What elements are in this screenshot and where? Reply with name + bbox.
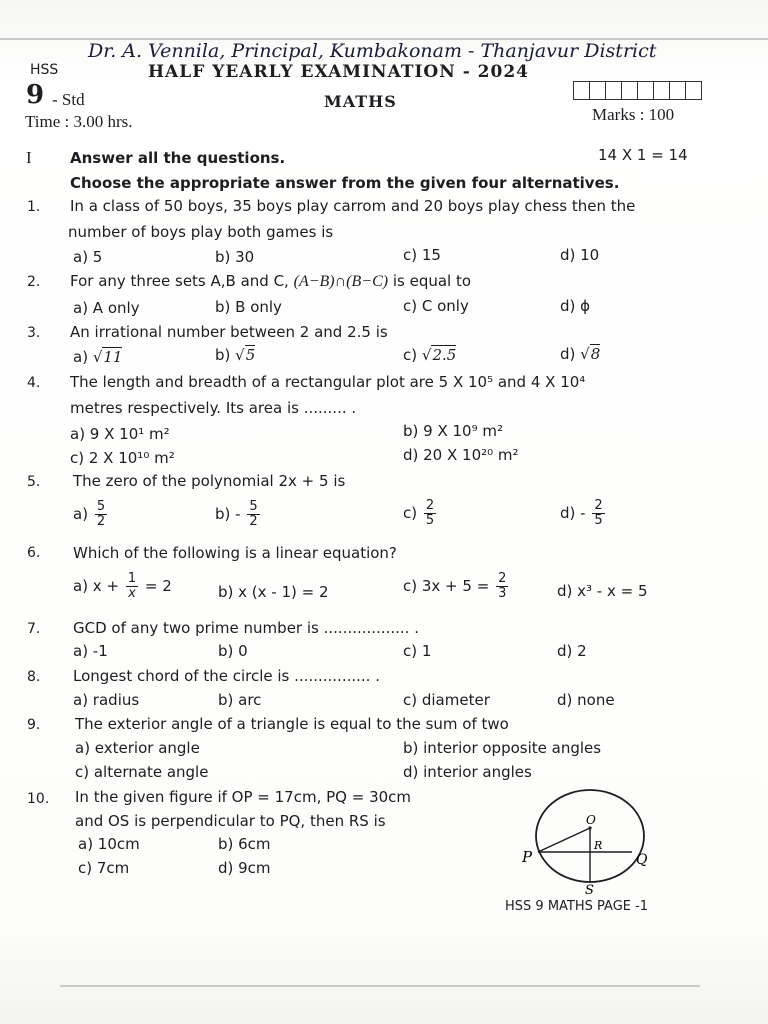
q5-option-a xyxy=(73,500,109,529)
q5-option-c xyxy=(403,499,438,528)
q7-number: 7. xyxy=(27,621,41,637)
q6-option-a-pre: a) x + xyxy=(73,577,120,595)
figure-label-r: R xyxy=(594,839,603,852)
q7-option-b: b) 0 xyxy=(218,642,248,660)
subject: MATHS xyxy=(324,92,397,111)
time: Time : 3.00 hrs. xyxy=(25,112,133,131)
instruction-choose: Choose the appropriate answer from the given four alternatives. xyxy=(70,174,620,192)
q2-text-pre: For any three sets A,B and C, xyxy=(70,272,289,290)
q2-option-a: a) A only xyxy=(73,299,140,317)
q9-option-d: d) interior angles xyxy=(403,763,532,781)
q2-option-c: c) C only xyxy=(403,297,469,315)
q2-option-b: b) B only xyxy=(215,298,282,316)
handwritten-note: Dr. A. Vennila, Principal, Kumbakonam - Thanjavur District xyxy=(88,40,657,62)
q10-text-line2: and OS is perpendicular to PQ, then RS is xyxy=(75,812,386,830)
q9-text: The exterior angle of a triangle is equal to the sum of two xyxy=(75,715,509,733)
q4-text-line2: metres respectively. Its area is ......... . xyxy=(70,399,357,417)
figure-label-p: P xyxy=(522,848,533,866)
q8-option-c: c) diameter xyxy=(403,691,490,709)
q4-option-a: a) 9 X 10¹ m² xyxy=(70,425,170,443)
q3-option-d-radical: √8 xyxy=(580,345,601,363)
q3-option-a-radical: √11 xyxy=(92,348,123,366)
q6-option-d: d) x³ - x = 5 xyxy=(557,582,648,600)
register-number-boxes xyxy=(574,81,702,100)
q10-option-d: d) 9cm xyxy=(218,859,271,877)
q3-option-b xyxy=(215,346,255,364)
circle-chord-figure xyxy=(510,782,670,897)
q5-option-a-label: a) xyxy=(73,505,89,523)
section-number: I xyxy=(26,148,32,167)
q8-option-b: b) arc xyxy=(218,691,262,709)
figure-label-s: S xyxy=(585,883,594,897)
q10-text-line1: In the given figure if OP = 17cm, PQ = 30cm xyxy=(75,788,412,806)
q1-option-b: b) 30 xyxy=(215,248,255,266)
page-footer: HSS 9 MATHS PAGE -1 xyxy=(505,899,649,914)
q6-number: 6. xyxy=(27,545,41,561)
q7-option-d: d) 2 xyxy=(557,642,587,660)
q3-option-b-label: b) xyxy=(215,346,231,364)
q5-text: The zero of the polynomial 2x + 5 is xyxy=(73,472,346,490)
q5-option-a-fraction: $\frac{5}{2}$ xyxy=(96,499,106,529)
q10-option-b: b) 6cm xyxy=(218,835,271,853)
q5-option-c-fraction: $\frac{2}{5}$ xyxy=(425,498,435,528)
q9-option-b: b) interior opposite angles xyxy=(403,739,602,757)
q2-text-post: is equal to xyxy=(392,272,472,290)
q3-option-c xyxy=(403,346,456,364)
q1-text-line2: number of boys play both games is xyxy=(68,223,334,241)
q3-option-b-radical: √5 xyxy=(235,346,256,364)
q3-option-d xyxy=(560,345,600,363)
q7-option-c: c) 1 xyxy=(403,642,432,660)
q2-option-d: d) ϕ xyxy=(560,297,591,315)
q2-text xyxy=(70,272,471,291)
q5-option-b-fraction: $\frac{5}{2}$ xyxy=(249,499,258,529)
q5-option-d-fraction: $\frac{2}{5}$ xyxy=(594,498,603,528)
q6-option-c-fraction: $\frac{2}{3}$ xyxy=(498,571,507,601)
marks: Marks : 100 xyxy=(592,105,675,124)
q3-option-d-label: d) xyxy=(560,345,576,363)
q5-option-d xyxy=(560,499,607,528)
q3-option-c-label: c) xyxy=(403,346,418,364)
q3-option-a-label: a) xyxy=(73,348,89,366)
q5-option-c-label: c) xyxy=(403,504,418,522)
q1-number: 1. xyxy=(27,199,41,215)
q1-option-d: d) 10 xyxy=(560,246,600,264)
q8-option-d: d) none xyxy=(557,691,615,709)
q5-option-b xyxy=(215,500,262,529)
q10-number: 10. xyxy=(27,791,50,807)
q10-option-c: c) 7cm xyxy=(78,859,130,877)
school-code: HSS xyxy=(30,62,59,78)
q9-number: 9. xyxy=(27,717,41,733)
instruction-answer-all: Answer all the questions. xyxy=(70,149,286,167)
q6-text: Which of the following is a linear equation? xyxy=(73,544,397,562)
q10-option-a: a) 10cm xyxy=(78,835,140,853)
bottom-rule xyxy=(60,985,700,987)
q6-option-b: b) x (x - 1) = 2 xyxy=(218,583,329,601)
q5-number: 5. xyxy=(27,474,41,490)
q3-option-a xyxy=(73,348,122,366)
q6-option-c-pre: c) 3x + 5 = xyxy=(403,577,490,595)
exam-title: HALF YEARLY EXAMINATION - 2024 xyxy=(148,62,529,82)
q4-option-b: b) 9 X 10⁹ m² xyxy=(403,422,503,440)
q5-option-b-label: b) - xyxy=(215,505,241,523)
q2-set-expression: (A−B)∩(B−C) xyxy=(293,273,389,290)
q2-number: 2. xyxy=(27,274,41,290)
q9-option-c: c) alternate angle xyxy=(75,763,209,781)
q6-option-c xyxy=(403,572,510,601)
q1-option-a: a) 5 xyxy=(73,248,103,266)
q5-option-d-label: d) - xyxy=(560,504,586,522)
q7-option-a: a) -1 xyxy=(73,642,108,660)
q4-option-c: c) 2 X 10¹⁰ m² xyxy=(70,449,175,467)
q6-option-a-post: = 2 xyxy=(144,577,172,595)
figure-label-q: Q xyxy=(636,852,648,868)
figure-label-o: O xyxy=(586,813,596,827)
q6-option-a-fraction: $\frac{1}{x}$ xyxy=(127,571,137,601)
q3-text: An irrational number between 2 and 2.5 is xyxy=(70,323,388,341)
q4-option-d: d) 20 X 10²⁰ m² xyxy=(403,446,519,464)
q4-text-line1: The length and breadth of a rectangular plot are 5 X 10⁵ and 4 X 10⁴ xyxy=(70,373,586,391)
q8-number: 8. xyxy=(27,669,41,685)
q1-option-c: c) 15 xyxy=(403,246,441,264)
q8-text: Longest chord of the circle is ................ . xyxy=(73,667,380,685)
figure-line-op xyxy=(538,828,590,852)
section-marks: 14 X 1 = 14 xyxy=(598,146,688,164)
q4-number: 4. xyxy=(27,375,41,391)
q8-option-a: a) radius xyxy=(73,691,140,709)
q6-option-a xyxy=(73,572,172,601)
q3-option-c-radical: √2.5 xyxy=(421,346,457,364)
std-label: - Std xyxy=(52,90,85,109)
std-number: 9 xyxy=(26,80,45,110)
q3-number: 3. xyxy=(27,325,41,341)
q9-option-a: a) exterior angle xyxy=(75,739,200,757)
q1-text-line1: In a class of 50 boys, 35 boys play carrom and 20 boys play chess then the xyxy=(70,197,636,215)
q7-text: GCD of any two prime number is .................. . xyxy=(73,619,419,637)
